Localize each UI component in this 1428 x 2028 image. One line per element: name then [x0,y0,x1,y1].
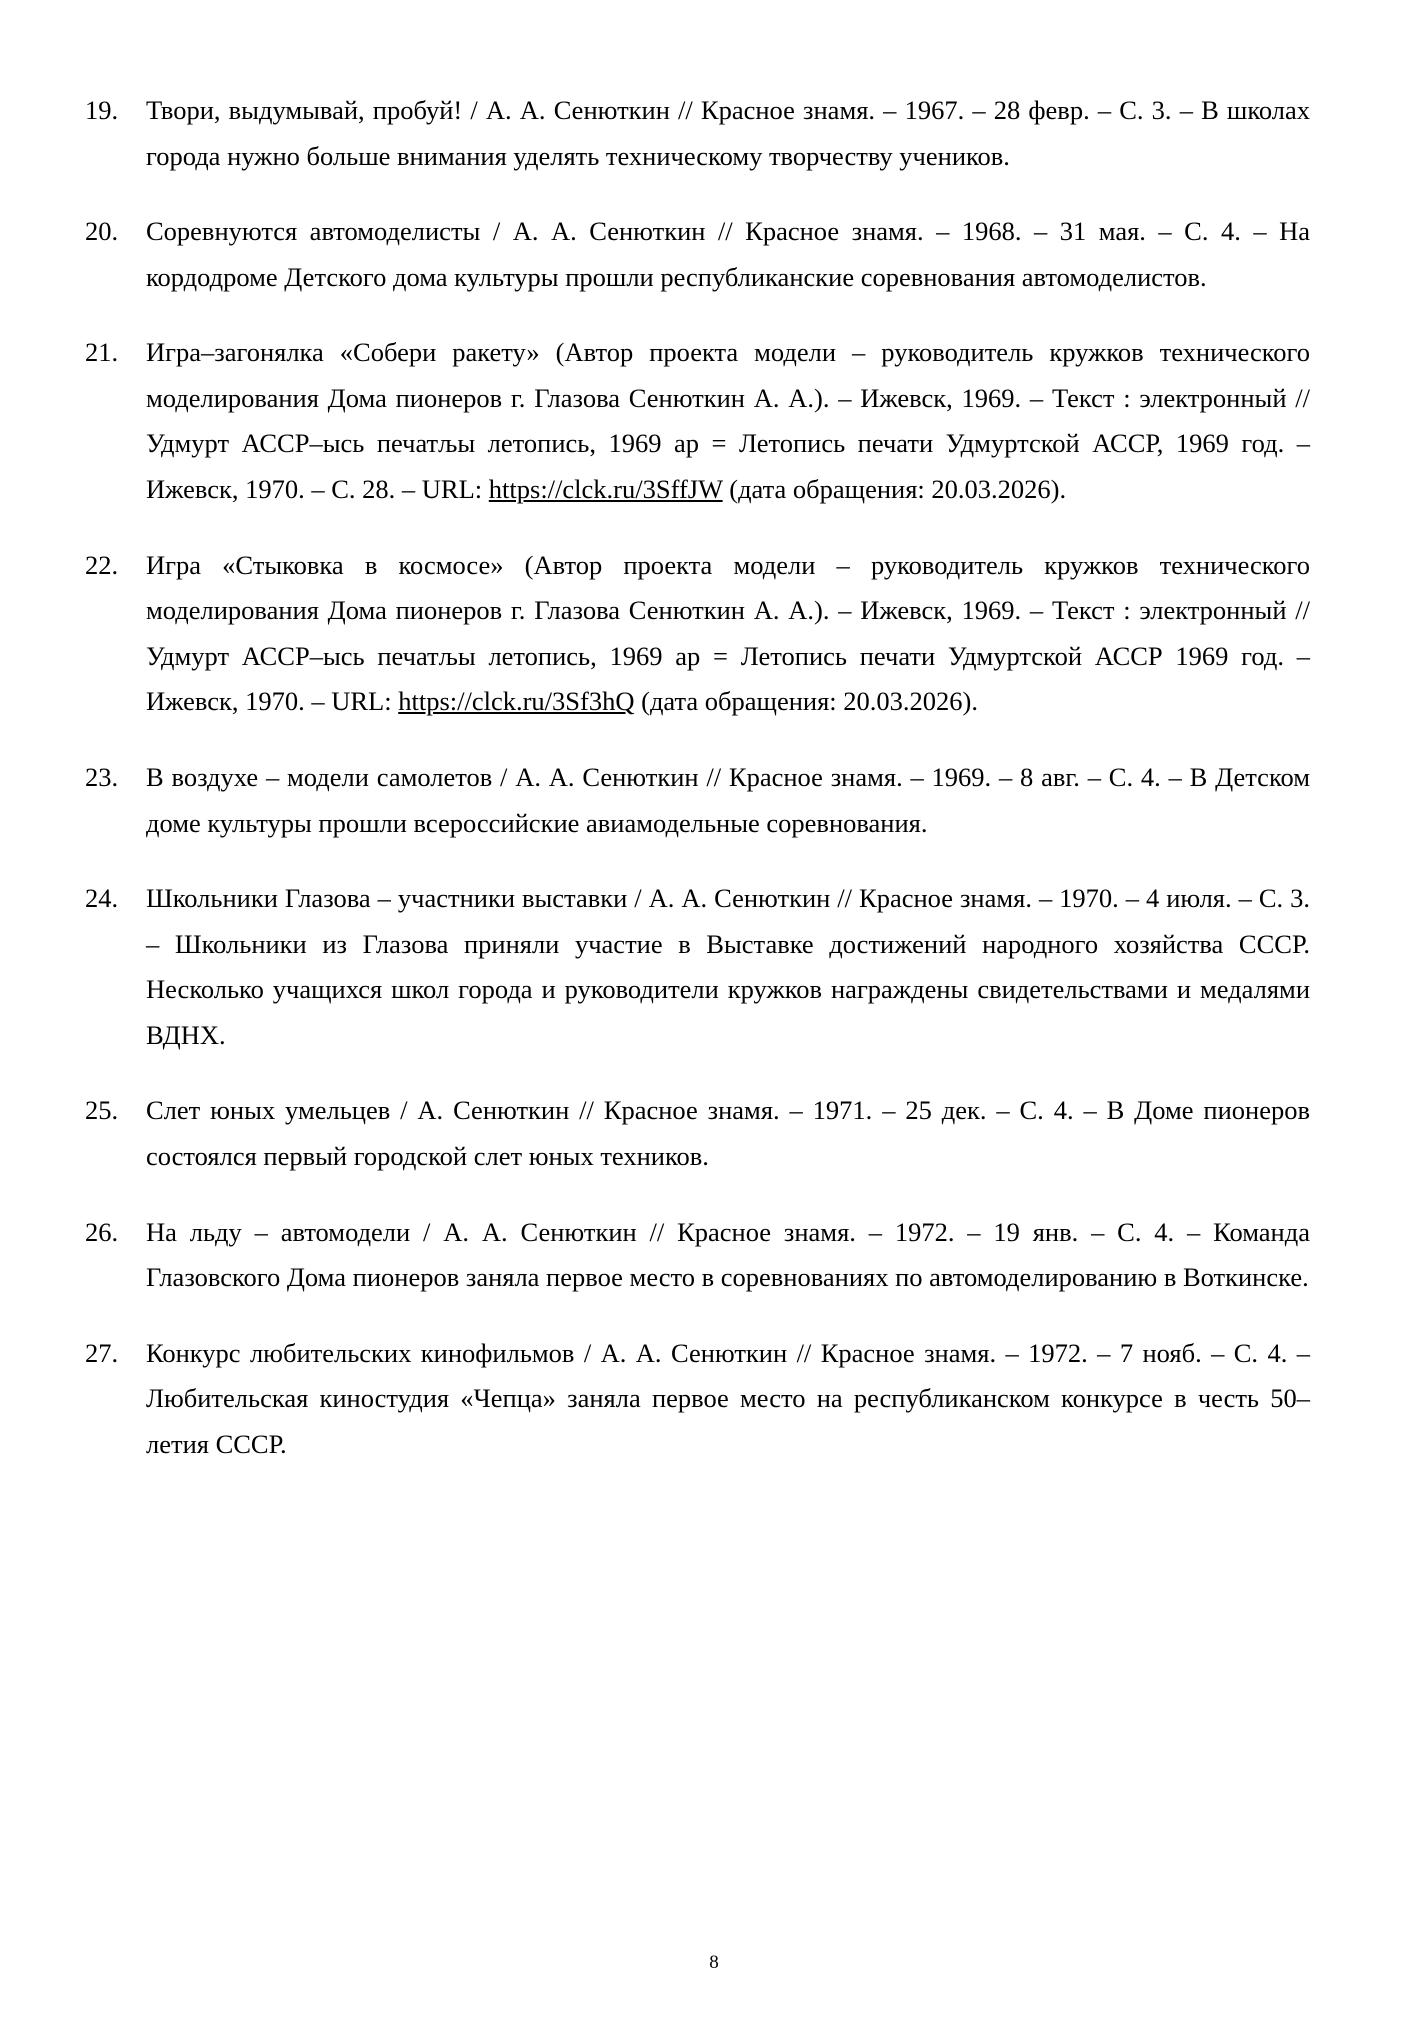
entry-text-before-link: Игра–загонялка «Собери ракету» (Автор проекта модели – руководитель кружков технического моделирования Дома пионеров г. Глазова Сенюткин А. А.). – Ижевск, 1969. – Текст : электронный // Удмурт АССР–ысь печатљы летопись, 1969 ар = Летопись печати Удмуртской АССР, 1969 год. – Ижевск, 1970. – С. 28. – URL: [146,337,1310,505]
entry-number: 21. [85,337,119,368]
entry-text-before-link: Игра «Стыковка в космосе» (Автор проекта модели – руководитель кружков технического моделирования Дома пионеров г. Глазова Сенюткин А. А.). – Ижевск, 1969. – Текст : электронный // Удмурт АССР–ысь печатљы летопись, 1969 ар = Летопись печати Удмуртской АССР 1969 год. – Ижевск, 1970. – URL: [146,549,1310,717]
entry-number: 24. [85,883,119,914]
entry-number: 19. [85,95,119,125]
entry-number: 27. [85,1337,119,1368]
entry-number: 23. [85,761,119,792]
entry-text: На льду – автомодели / А. А. Сенюткин // Красное знамя. – 1972. – 19 янв. – С. 4. – Команда Глазовского Дома пионеров заняла первое место в соревнованиях по автомоделированию в Воткинске. [146,1216,1310,1293]
entry-text-after-link: (дата обращения: 20.03.2026). [634,686,978,717]
bibliography-list [85,88,1310,1467]
entry-text [146,543,1310,725]
entry-text: Слет юных умельцев / А. Сенюткин // Красное знамя. – 1971. – 25 дек. – С. 4. – В Доме пионеров состоялся первый городской слет юных техников. [146,1095,1310,1171]
entry-text-after-link: (дата обращения: 20.03.2026). [722,474,1067,505]
list-item [85,1331,1310,1468]
entry-number: 22. [85,549,119,580]
entry-text: В воздухе – модели самолетов / А. А. Сенюткин // Красное знамя. – 1969. – 8 авг. – С. 4. – В Детском доме культуры прошли всероссийские авиамодельные соревнования. [146,761,1310,838]
source-url-link[interactable]: https://clck.ru/3Sf3hQ [398,686,635,717]
entry-text: Соревнуются автомоделисты / А. А. Сенюткин // Красное знамя. – 1968. – 31 мая. – С. 4. – На кордодроме Детского дома культуры прошли республиканские соревнования автомоделистов. [146,216,1310,292]
entry-text: Твори, выдумывай, пробуй! / А. А. Сенюткин // Красное знамя. – 1967. – 28 февр. – С. 3. – В школах города нужно больше внимания уделять техническому творчеству учеников. [146,95,1310,171]
list-item [85,755,1310,846]
list-item [85,876,1310,1058]
list-item [85,330,1310,512]
entry-text: Школьники Глазова – участники выставки / А. А. Сенюткин // Красное знамя. – 1970. – 4 июля. – С. 3. – Школьники из Глазова приняли участие в Выставке достижений народного хозяйства СССР. Несколько учащихся школ города и руководители кружков награждены свидетельствами и медалями ВДНХ. [146,883,1310,1050]
list-item [85,88,1310,179]
entry-number: 20. [85,216,119,247]
entry-number: 25. [85,1095,119,1126]
entry-text [146,330,1310,512]
entry-number: 26. [85,1216,119,1247]
list-item [85,209,1310,300]
page-number: 8 [709,1952,719,1973]
source-url-link[interactable]: https://clck.ru/3SffJW [488,474,723,505]
list-item [85,543,1310,725]
list-item [85,1088,1310,1179]
list-item [85,1210,1310,1301]
entry-text: Конкурс любительских кинофильмов / А. А. Сенюткин // Красное знамя. – 1972. – 7 нояб. – С. 4. – Любительская киностудия «Чепца» заняла первое место на республиканском конкурсе в честь 50–летия СССР. [146,1337,1310,1459]
